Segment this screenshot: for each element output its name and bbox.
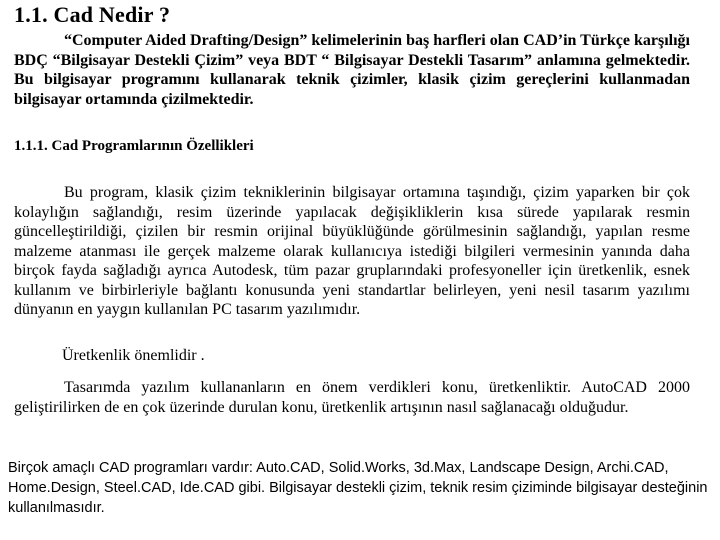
- heading-productivity: Üretkenlik önemlidir .: [62, 347, 205, 364]
- subsection-title-cad-features: 1.1.1. Cad Programlarının Özellikleri: [14, 138, 254, 154]
- paragraph-cad-features: Bu program, klasik çizim tekniklerinin bilgisayar ortamına taşındığı, çizim yaparken bir çok kolaylığın sağlandığı, resim üzerinde yapılacak değişikliklerin kısa sürede yapılarak resmin güncelleştirildiği, çizilen bir resmin orijinal büyüklüğünde görülmesinin sağlandığı, yapılan resme malzeme atanması ile gerçek malzeme olarak kullanıcıya istediği bilgileri vermesinin yanında daha birçok fayda sağladığı ayrıca Autodesk, tüm pazar gruplarındaki profesyoneller için üretkenlik, esnek kullanım ve birbirleriyle bağlantı konusunda yeni standartlar belirleyen, yeni nesil tasarım yazılımı dünyanın en yaygın kullanılan PC tasarım yazılımıdır.: [14, 184, 690, 318]
- paragraph-productivity: Tasarımda yazılım kullananların en önem verdikleri konu, üretkenliktir. AutoCAD 2000 geliştirilirken de en çok üzerinde durulan konu, üretkenlik artışının nasıl sağlanacağı olduğudur.: [14, 379, 690, 416]
- paragraph-cad-definition: “Computer Aided Drafting/Design” kelimelerinin baş harfleri olan CAD’in Türkçe karşılığı BDÇ “Bilgisayar Destekli Çizim” veya BDT “ Bilgisayar Destekli Tasarım” anlamına gelmektedir. Bu bilgisayar programını kullanarak teknik çizimler, klasik çizim gereçlerini kullanmadan bilgisayar ortamında çizilmektedir.: [14, 32, 690, 108]
- section-title-cad-nedir: 1.1. Cad Nedir ?: [14, 2, 171, 27]
- slide-caption: Birçok amaçlı CAD programları vardır: Auto.CAD, Solid.Works, 3d.Max, Landscape Design, Archi.CAD, Home.Design, Steel.CAD, Ide.CAD gibi. Bilgisayar destekli çizim, teknik resim çiziminde bilgisayar desteğinin kullanılmasıdır.: [8, 460, 708, 516]
